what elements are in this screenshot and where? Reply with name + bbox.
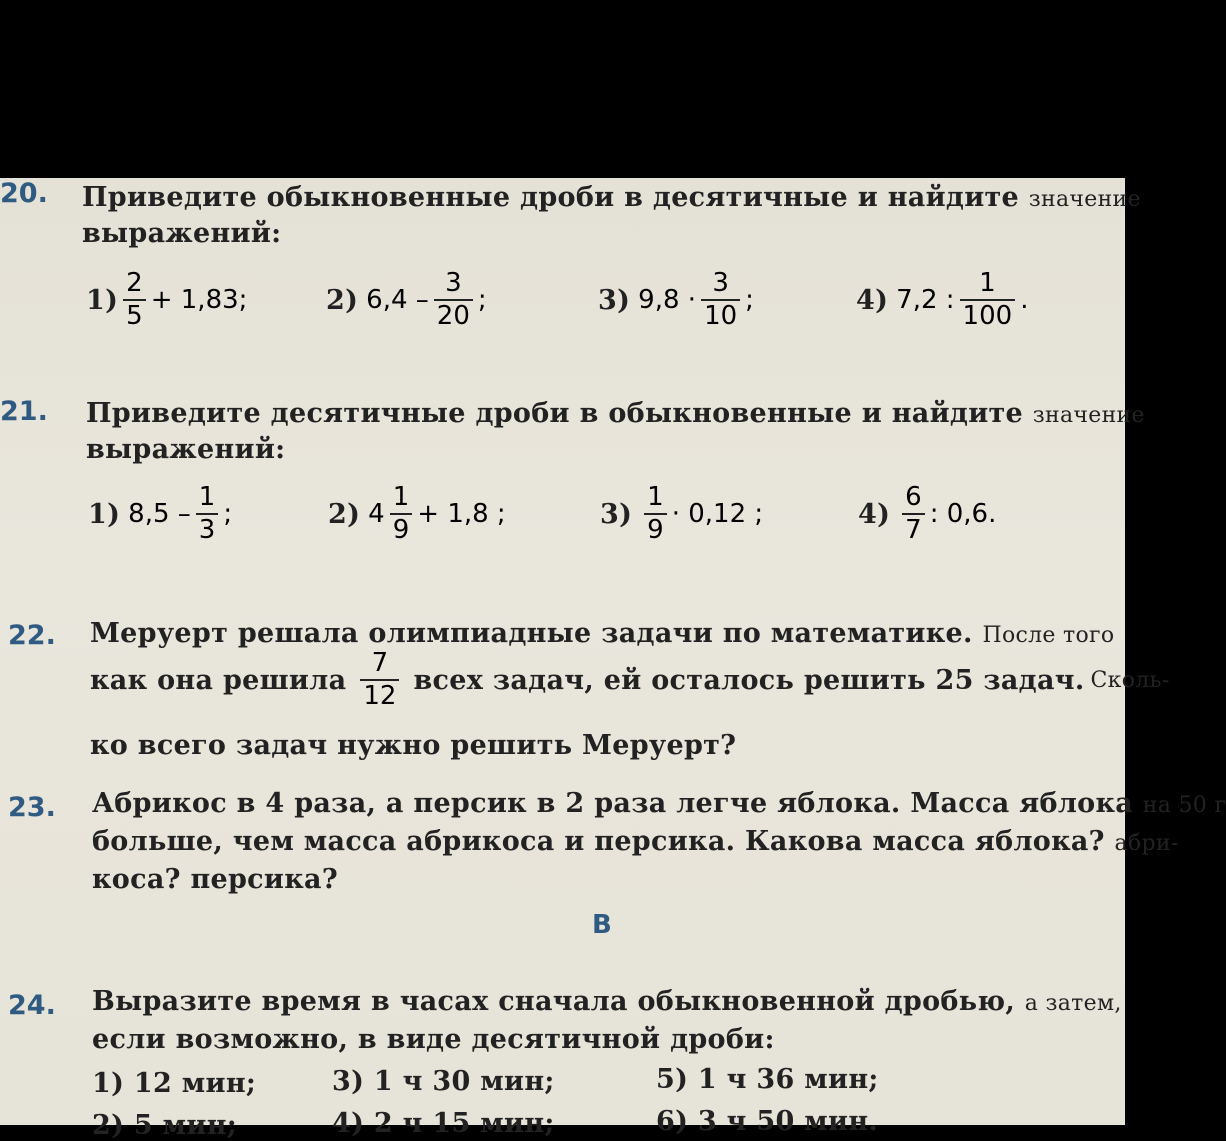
problem-24-item-5: 5) 1 ч 36 мин;	[656, 1064, 879, 1095]
problem-20-item-4: 4) 7,2 : $\frac{1}{100}$ .	[856, 268, 1029, 332]
problem-21-item-3: 3) $\frac{1}{9}$ · 0,12 ;	[600, 482, 764, 546]
problem-20-item-2: 2) 6,4 – $\frac{3}{20}$ ;	[326, 268, 487, 332]
problem-24-item-6: 6) 3 ч 50 мин.	[656, 1106, 879, 1137]
problem-22-line2: как она решила $\frac{7}{12}$ всех задач, ей осталось решить 25 задач. Сколь-	[90, 648, 1170, 712]
fraction: $\frac{3}{20}$	[434, 270, 473, 331]
textbook-page	[0, 178, 1226, 1141]
problem-24-item-3: 3) 1 ч 30 мин;	[332, 1066, 555, 1097]
fraction: $\frac{2}{5}$	[123, 270, 146, 331]
problem-22-line3: ко всего задач нужно решить Меруерт?	[90, 730, 737, 761]
fraction: $\frac{3}{10}$	[701, 270, 740, 331]
problem-24-number: 24.	[8, 990, 56, 1021]
fraction: $\frac{1}{3}$	[196, 484, 219, 545]
fraction: $\frac{1}{9}$	[390, 484, 413, 545]
problem-23-line3: коса? персика?	[92, 864, 338, 895]
problem-20-item-3: 3) 9,8 · $\frac{3}{10}$ ;	[598, 268, 754, 332]
problem-22-number: 22.	[8, 620, 56, 651]
problem-23-line1: Абрикос в 4 раза, а персик в 2 раза легче яблока. Масса яблока на 50 г	[92, 788, 1226, 819]
problem-20-line2: выражений:	[82, 218, 282, 249]
fraction: $\frac{1}{100}$	[960, 270, 1016, 331]
problem-20-line1: Приведите обыкновенные дроби в десятичные и найдите значение	[82, 182, 1141, 213]
problem-21-item-4: 4) $\frac{6}{7}$ : 0,6.	[858, 482, 997, 546]
problem-24-line1: Выразите время в часах сначала обыкновенной дробью, а затем,	[92, 986, 1122, 1017]
problem-20-item-1: 1) $\frac{2}{5}$ + 1,83;	[86, 268, 248, 332]
problem-24-line2: если возможно, в виде десятичной дроби:	[92, 1024, 775, 1055]
problem-22-line1: Меруерт решала олимпиадные задачи по математике. После того	[90, 618, 1115, 649]
fraction: $\frac{1}{9}$	[644, 484, 667, 545]
problem-24-item-4: 4) 2 ч 15 мин;	[332, 1108, 555, 1139]
problem-23-line2: больше, чем масса абрикоса и персика. Какова масса яблока? абри-	[92, 826, 1179, 857]
problem-21-line1: Приведите десятичные дроби в обыкновенные и найдите значение	[86, 398, 1145, 429]
problem-21-item-1: 1) 8,5 – $\frac{1}{3}$ ;	[88, 482, 233, 546]
fraction: $\frac{7}{12}$	[360, 650, 399, 711]
problem-24-item-1: 1) 12 мин;	[92, 1068, 257, 1099]
problem-20-number: 20.	[0, 178, 48, 209]
section-letter: B	[592, 910, 612, 940]
problem-21-number: 21.	[0, 396, 48, 427]
problem-23-number: 23.	[8, 792, 56, 823]
problem-21-line2: выражений:	[86, 434, 286, 465]
fraction: $\frac{6}{7}$	[902, 484, 925, 545]
problem-24-item-2: 2) 5 мин;	[92, 1110, 238, 1141]
problem-21-item-2: 2) 4 $\frac{1}{9}$ + 1,8 ;	[328, 482, 506, 546]
